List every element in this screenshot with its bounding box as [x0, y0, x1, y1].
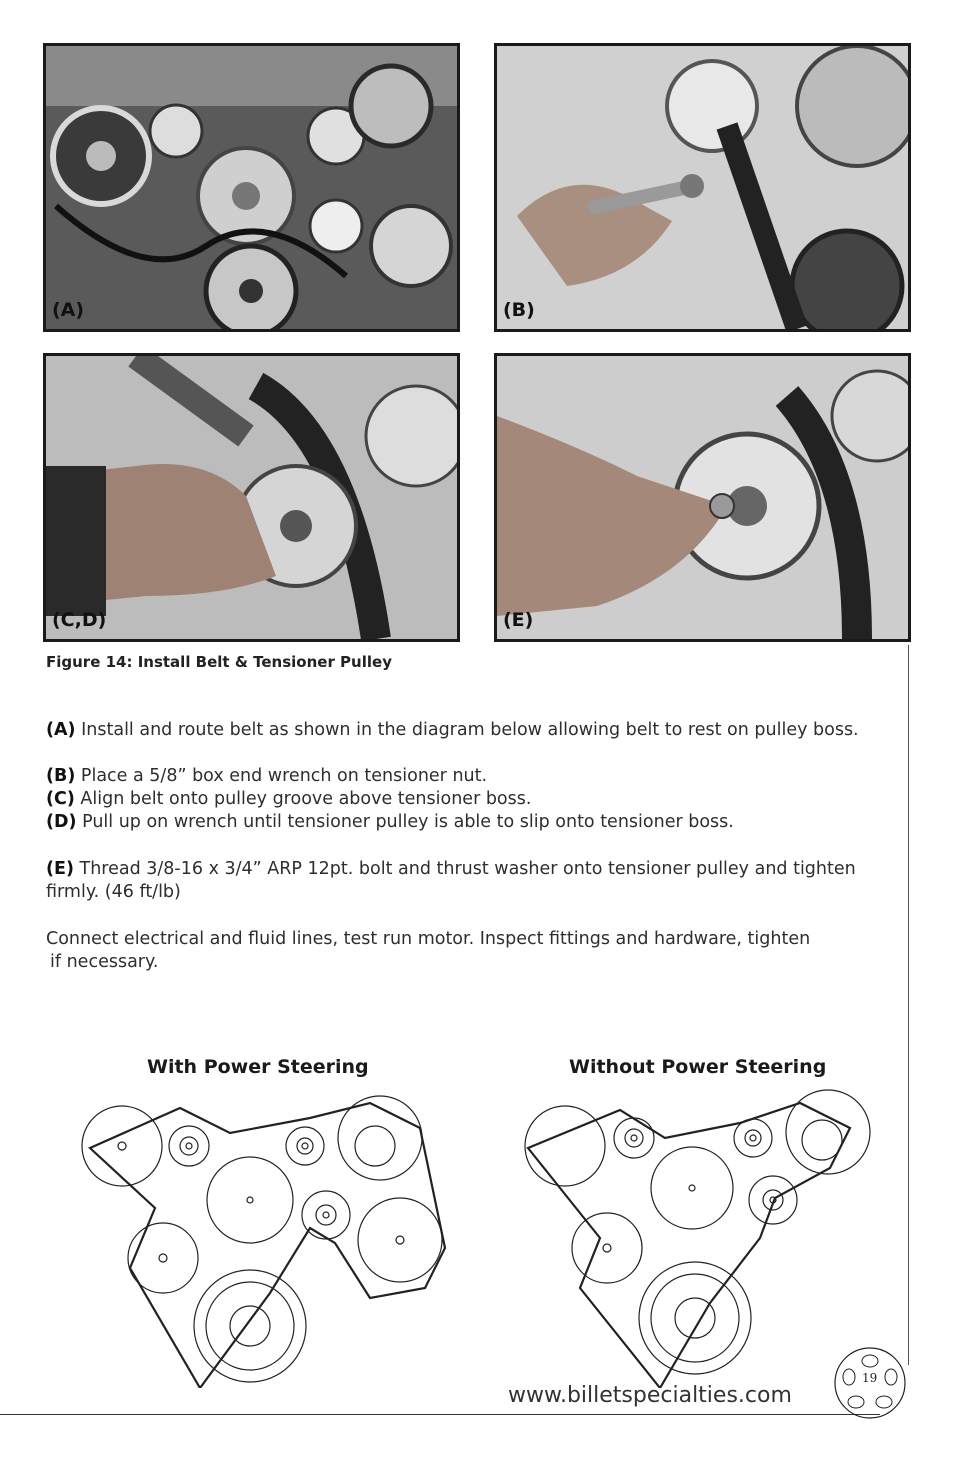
without-power-steering-title: Without Power Steering	[569, 1056, 827, 1078]
step-a-tag: (A)	[46, 720, 76, 740]
step-b-tag: (B)	[46, 766, 76, 786]
connect-paragraph	[46, 928, 916, 974]
step-e-text-line2: firmly. (46 ft/lb)	[46, 882, 181, 902]
step-d-tag: (D)	[46, 812, 77, 832]
with-power-steering-title: With Power Steering	[147, 1056, 369, 1078]
footer-rule	[0, 1414, 880, 1415]
steps-bcd-paragraph	[46, 765, 916, 834]
footer-website-link[interactable]: www.billetspecialties.com	[508, 1383, 792, 1408]
figure-caption: Figure 14: Install Belt & Tensioner Pulley	[46, 653, 392, 671]
connect-line2: if necessary.	[50, 952, 159, 972]
step-e-paragraph	[46, 858, 916, 904]
step-a-paragraph	[46, 719, 916, 742]
engine-photo-e-illustration	[497, 356, 908, 639]
connect-line1: Connect electrical and fluid lines, test run motor. Inspect fittings and hardware, tighten	[46, 929, 811, 949]
photo-a-label: (A)	[52, 299, 85, 321]
photo-e-label: (E)	[503, 609, 534, 631]
engine-photo-cd-illustration	[46, 356, 457, 639]
step-e-tag: (E)	[46, 859, 74, 879]
step-e-text-line1: Thread 3/8-16 x 3/4” ARP 12pt. bolt and thrust washer onto tensioner pulley and tighten	[73, 859, 856, 879]
photo-cd-align-belt	[43, 353, 460, 642]
page-number: 19	[862, 1371, 878, 1385]
photo-b-wrench-on-tensioner	[494, 43, 911, 332]
step-a-text: Install and route belt as shown in the diagram below allowing belt to rest on pulley boss.	[75, 720, 859, 740]
belt-diagram-with-power-steering	[70, 1088, 460, 1388]
step-b-text: Place a 5/8” box end wrench on tensioner nut.	[75, 766, 488, 786]
step-c-text: Align belt onto pulley groove above tensioner boss.	[74, 789, 532, 809]
engine-photo-b-illustration	[497, 46, 908, 329]
photo-e-thread-bolt	[494, 353, 911, 642]
belt-diagram-without-power-steering	[510, 1088, 890, 1388]
engine-photo-a-illustration	[46, 46, 457, 329]
photo-cd-label: (C,D)	[52, 609, 107, 631]
photo-b-label: (B)	[503, 299, 535, 321]
step-c-tag: (C)	[46, 789, 75, 809]
step-d-text: Pull up on wrench until tensioner pulley is able to slip onto tensioner boss.	[76, 812, 734, 832]
right-margin-rule	[908, 645, 909, 1365]
photo-a-engine-belt-system	[43, 43, 460, 332]
